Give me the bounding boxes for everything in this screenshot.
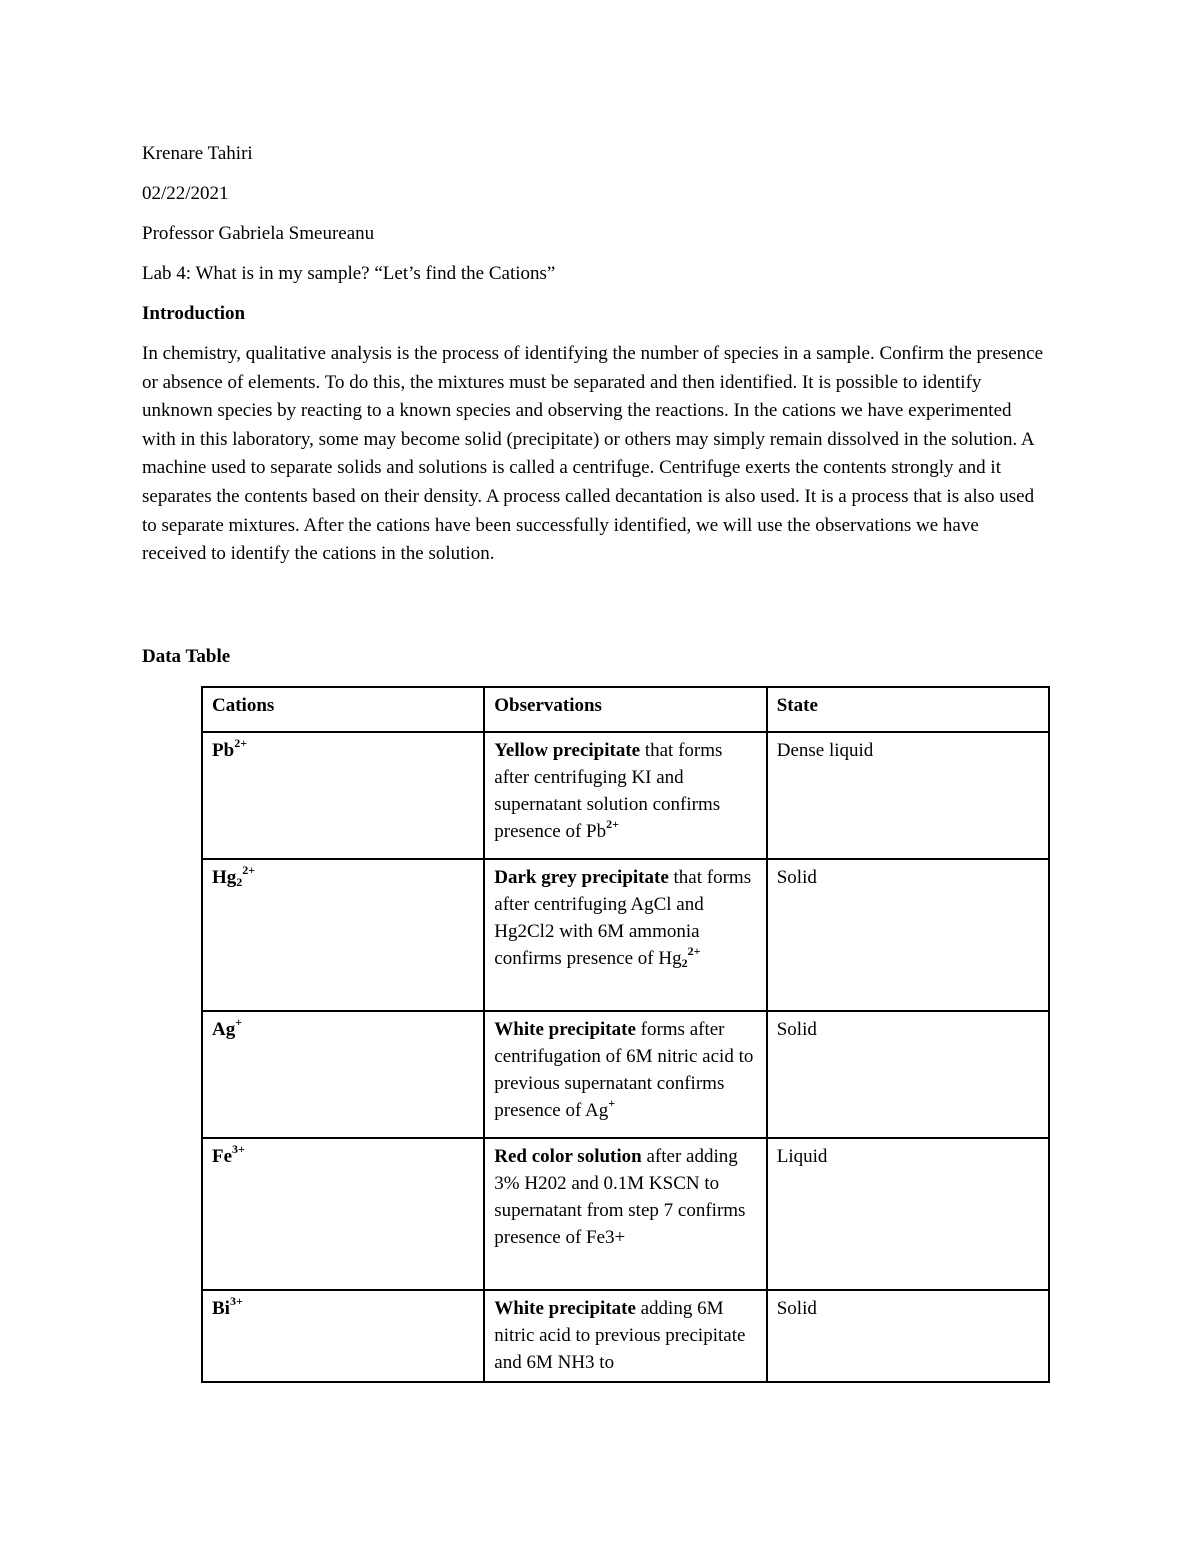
state-cell: Dense liquid bbox=[767, 732, 1049, 859]
state-cell: Liquid bbox=[767, 1138, 1049, 1290]
introduction-heading: Introduction bbox=[142, 303, 246, 324]
observation-text: forms after centrifugation of 6M nitric acid to previous supernatant confirms presence of Ag bbox=[494, 1019, 754, 1121]
observation-highlight: White precipitate bbox=[494, 1298, 636, 1319]
cation-charge: + bbox=[235, 1015, 243, 1029]
observation-highlight: Red color solution bbox=[494, 1146, 642, 1167]
data-table-heading: Data Table bbox=[142, 646, 231, 667]
observation-charge: 2+ bbox=[687, 944, 701, 958]
cation-symbol: Hg bbox=[212, 867, 237, 888]
state-cell: Solid bbox=[767, 1011, 1049, 1138]
cation-symbol: Fe bbox=[212, 1146, 233, 1167]
observation-cell bbox=[484, 732, 766, 859]
table-header-row bbox=[202, 687, 1049, 732]
table-row bbox=[202, 1290, 1049, 1382]
cation-charge: 3+ bbox=[232, 1142, 245, 1156]
state-cell: Solid bbox=[767, 859, 1049, 1011]
document-page bbox=[142, 140, 1062, 1373]
data-table bbox=[201, 686, 1050, 1383]
cation-cell bbox=[202, 732, 484, 859]
introduction-body: In chemistry, qualitative analysis is the process of identifying the number of species in a sample. Confirm the presence or absence of elements. To do this, the mixtures must be separated and then identified. It is possible to identify unknown species by reacting to a known species and observing the reactions. In the cations we have experimented with in this laboratory, some may become solid (precipitate) or others may simply remain dissolved in the solution. A machine used to separate solids and solutions is called a centrifuge. Centrifuge exerts the contents strongly and it separates the contents based on their density. A process called decantation is also used. It is a process that is also used to separate mixtures. After the cations have been successfully identified, we will use the observations we have received to identify the cations in the solution. bbox=[142, 343, 1044, 565]
observation-cell bbox=[484, 1011, 766, 1138]
cation-cell bbox=[202, 1290, 484, 1382]
observation-text: that forms after centrifuging AgCl and Hg2Cl2 with 6M ammonia confirms presence of Hg bbox=[494, 867, 752, 969]
observation-text: adding 6M nitric acid to previous precipitate and 6M NH3 to bbox=[494, 1298, 746, 1373]
cation-charge: 2+ bbox=[242, 863, 256, 877]
cation-cell bbox=[202, 1138, 484, 1290]
table-row bbox=[202, 1011, 1049, 1138]
cation-subscript: 2 bbox=[236, 875, 243, 889]
observation-cell bbox=[484, 859, 766, 1011]
cation-charge: 3+ bbox=[229, 1294, 243, 1308]
professor-name: Professor Gabriela Smeureanu bbox=[142, 223, 375, 244]
observation-text: that forms after centrifuging KI and supernatant solution confirms presence of Pb bbox=[494, 740, 723, 842]
lab-title: Lab 4: What is in my sample? “Let’s find the Cations” bbox=[142, 263, 556, 284]
cation-cell bbox=[202, 859, 484, 1011]
observation-text: after adding 3% H202 and 0.1M KSCN to supernatant from step 7 confirms presence of Fe3+ bbox=[494, 1146, 746, 1248]
observation-highlight: Dark grey precipitate bbox=[494, 867, 669, 888]
table-row bbox=[202, 859, 1049, 1011]
cation-symbol: Pb bbox=[212, 740, 235, 761]
cation-cell bbox=[202, 1011, 484, 1138]
observation-charge: + bbox=[608, 1096, 616, 1110]
observation-cell bbox=[484, 1290, 766, 1382]
column-header-observations: Observations bbox=[484, 687, 766, 732]
cation-symbol: Bi bbox=[212, 1298, 230, 1319]
observation-charge: 2+ bbox=[606, 817, 619, 831]
column-header-state: State bbox=[767, 687, 1049, 732]
table-row bbox=[202, 732, 1049, 859]
cation-charge: 2+ bbox=[234, 736, 248, 750]
state-cell: Solid bbox=[767, 1290, 1049, 1382]
column-header-cations: Cations bbox=[202, 687, 484, 732]
author-name: Krenare Tahiri bbox=[142, 143, 253, 164]
observation-highlight: Yellow precipitate bbox=[494, 740, 641, 761]
observation-highlight: White precipitate bbox=[494, 1019, 636, 1040]
observation-cell bbox=[484, 1138, 766, 1290]
table-row bbox=[202, 1138, 1049, 1290]
observation-subscript: 2 bbox=[681, 956, 688, 970]
report-date: 02/22/2021 bbox=[142, 183, 229, 204]
cation-symbol: Ag bbox=[212, 1019, 236, 1040]
